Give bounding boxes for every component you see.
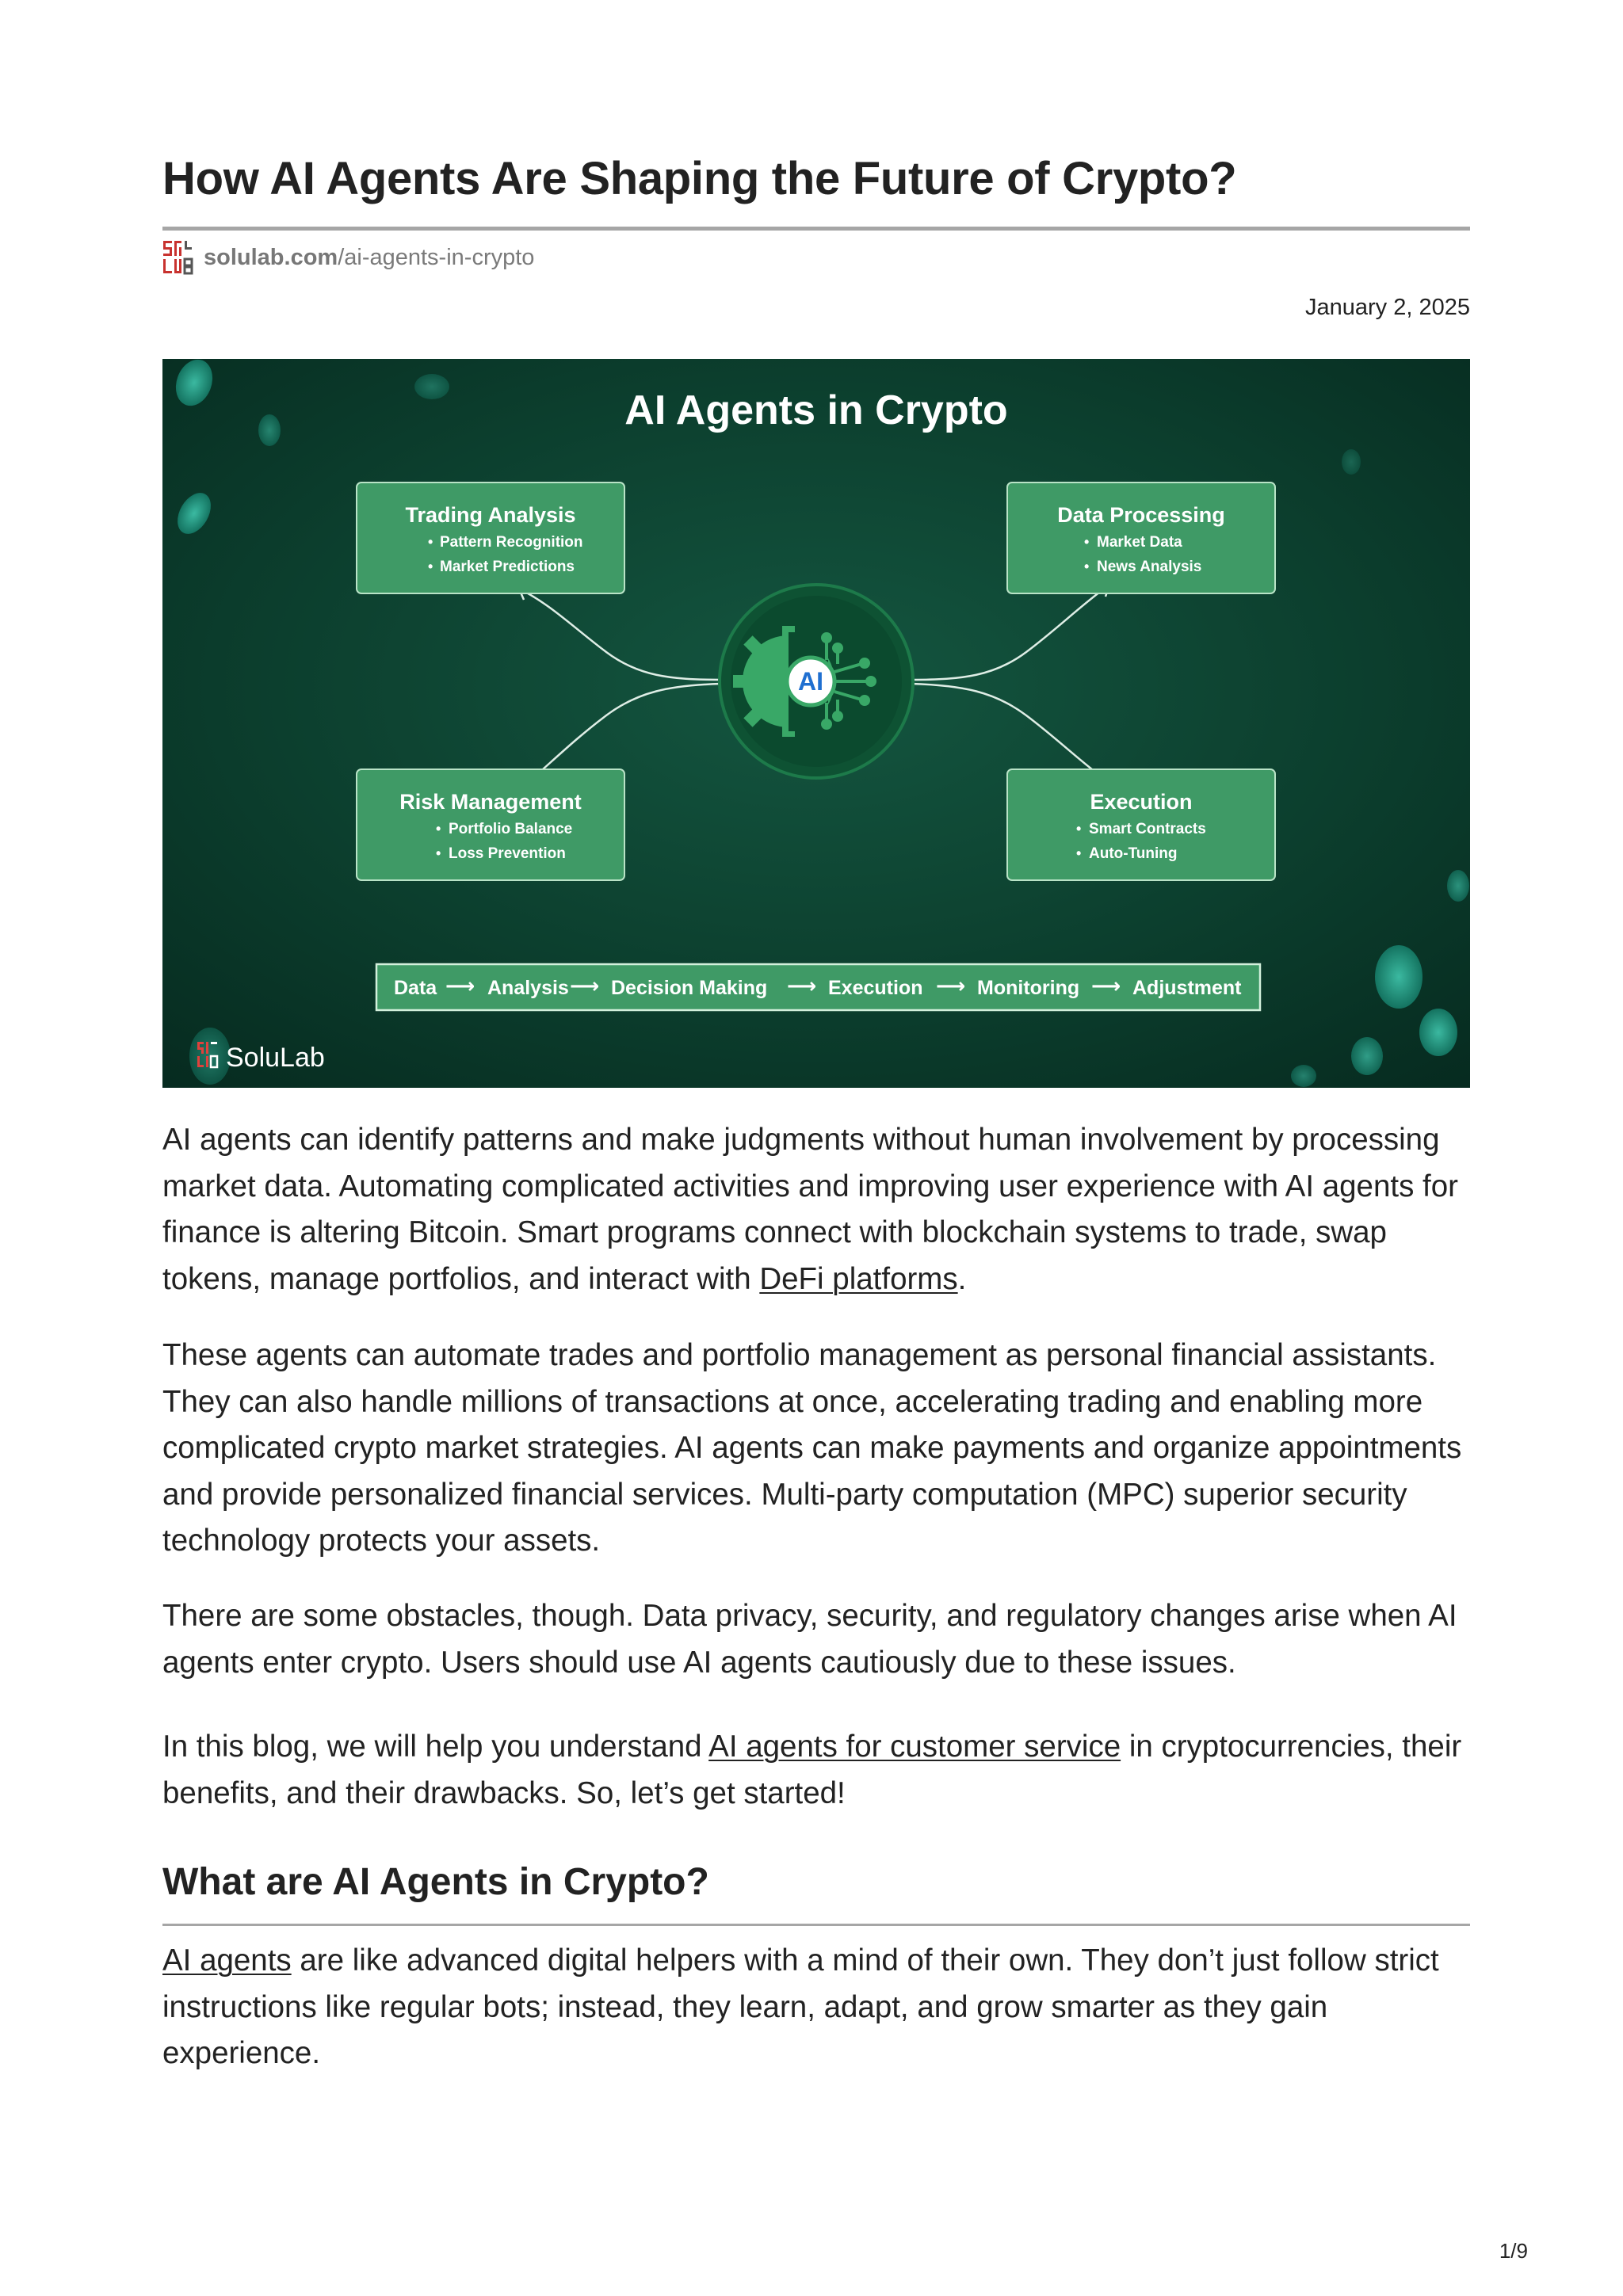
- flow-step: Analysis: [487, 977, 569, 999]
- box-item: Portfolio Balance: [449, 821, 573, 837]
- flow-step: Adjustment: [1132, 977, 1242, 999]
- box-bullet: •: [1084, 534, 1090, 550]
- box-bullet: •: [1076, 845, 1082, 861]
- box-bullet: •: [1076, 821, 1082, 837]
- box-bullet: •: [436, 821, 441, 837]
- intro-paragraph-2: These agents can automate trades and portfolio management as personal financial assistants. They can also handle millions of transactions at once, accelerating trading and enabling more complicated crypto market strategies. AI agents can make payments and organize appointments and provide personalized financial services. Multi-party computation (MPC) superior security technology protects your assets.: [162, 1338, 1462, 1558]
- paragraph-text: AI agents can identify patterns and make judgments without human involvement by processing market data. Automating complicated activities and improving user experience with AI agents for finance is altering Bitcoin. Smart programs connect with blockchain systems to trade, swap tokens, manage portfolios, and interact with: [162, 1123, 1458, 1296]
- process-flow: [376, 964, 1260, 1010]
- paragraph-text: .: [957, 1261, 967, 1296]
- box-title: Data Processing: [1057, 503, 1225, 527]
- publish-date: January 2, 2025: [1305, 295, 1470, 320]
- flow-step: Monitoring: [977, 977, 1080, 999]
- intro-paragraph-3: There are some obstacles, though. Data privacy, security, and regulatory changes arise when AI agents enter crypto. Users should use AI agents cautiously due to these issues.: [162, 1599, 1457, 1680]
- box-title: Execution: [1090, 790, 1193, 814]
- flow-arrow: ⟶: [1091, 974, 1121, 997]
- section-heading: What are AI Agents in Crypto?: [162, 1861, 709, 1903]
- ai-hub: [720, 585, 913, 778]
- box-title: Trading Analysis: [405, 503, 576, 527]
- source-link[interactable]: [204, 245, 534, 271]
- flow-step: Execution: [828, 977, 923, 999]
- box-execution: [1007, 769, 1275, 880]
- title-divider: [162, 227, 1470, 231]
- section-divider: [162, 1924, 1470, 1926]
- flow-arrow: ⟶: [445, 974, 475, 997]
- article-title: How AI Agents Are Shaping the Future of Crypto?: [162, 153, 1237, 204]
- paragraph-text: are like advanced digital helpers with a mind of their own. They don’t just follow strict instructions like regular bots; instead, they learn, adapt, and grow smarter as they gain experience.: [162, 1943, 1439, 2070]
- box-trading-analysis: [357, 482, 624, 593]
- box-bullet: •: [1084, 559, 1090, 574]
- source-line: [162, 240, 534, 275]
- box-bullet: •: [436, 845, 441, 861]
- intro-paragraph-1: [162, 1117, 1470, 1302]
- flow-step: Decision Making: [611, 977, 768, 999]
- box-item: News Analysis: [1097, 559, 1202, 575]
- box-item: Loss Prevention: [449, 845, 566, 862]
- box-item: Smart Contracts: [1089, 821, 1206, 837]
- box-item: Pattern Recognition: [440, 534, 583, 551]
- section-paragraph: [162, 1938, 1470, 2077]
- hub-label: AI: [798, 667, 823, 696]
- ai-agents-customer-service-link[interactable]: AI agents for customer service: [708, 1730, 1121, 1764]
- solulab-logo-icon: [162, 240, 194, 275]
- flow-arrow: ⟶: [936, 974, 966, 997]
- box-item: Auto-Tuning: [1089, 845, 1178, 862]
- flow-arrow: ⟶: [787, 974, 817, 997]
- flow-step: Data: [394, 977, 437, 999]
- box-risk-management: [357, 769, 624, 880]
- hero-infographic: [162, 359, 1470, 1088]
- page-number: 1/9: [1499, 2239, 1528, 2263]
- defi-platforms-link[interactable]: DeFi platforms: [759, 1261, 958, 1296]
- paragraph-text: in cryptocurrencies, their benefits, and their drawbacks. So, let’s get started!: [162, 1730, 1462, 1810]
- flow-arrow: ⟶: [570, 974, 600, 997]
- intro-paragraph-4: [162, 1724, 1470, 1817]
- box-bullet: •: [428, 559, 433, 574]
- ai-agents-link[interactable]: AI agents: [162, 1943, 292, 1978]
- paragraph-text: In this blog, we will help you understand: [162, 1730, 709, 1764]
- hero-title: AI Agents in Crypto: [624, 387, 1008, 433]
- box-item: Market Data: [1097, 534, 1182, 551]
- box-bullet: •: [428, 534, 433, 550]
- source-path: /ai-agents-in-crypto: [338, 244, 535, 270]
- box-title: Risk Management: [399, 790, 582, 814]
- hero-brand-name: SoluLab: [226, 1043, 325, 1073]
- box-item: Market Predictions: [440, 559, 575, 575]
- box-data-processing: [1007, 482, 1275, 593]
- source-domain: solulab.com: [204, 244, 338, 270]
